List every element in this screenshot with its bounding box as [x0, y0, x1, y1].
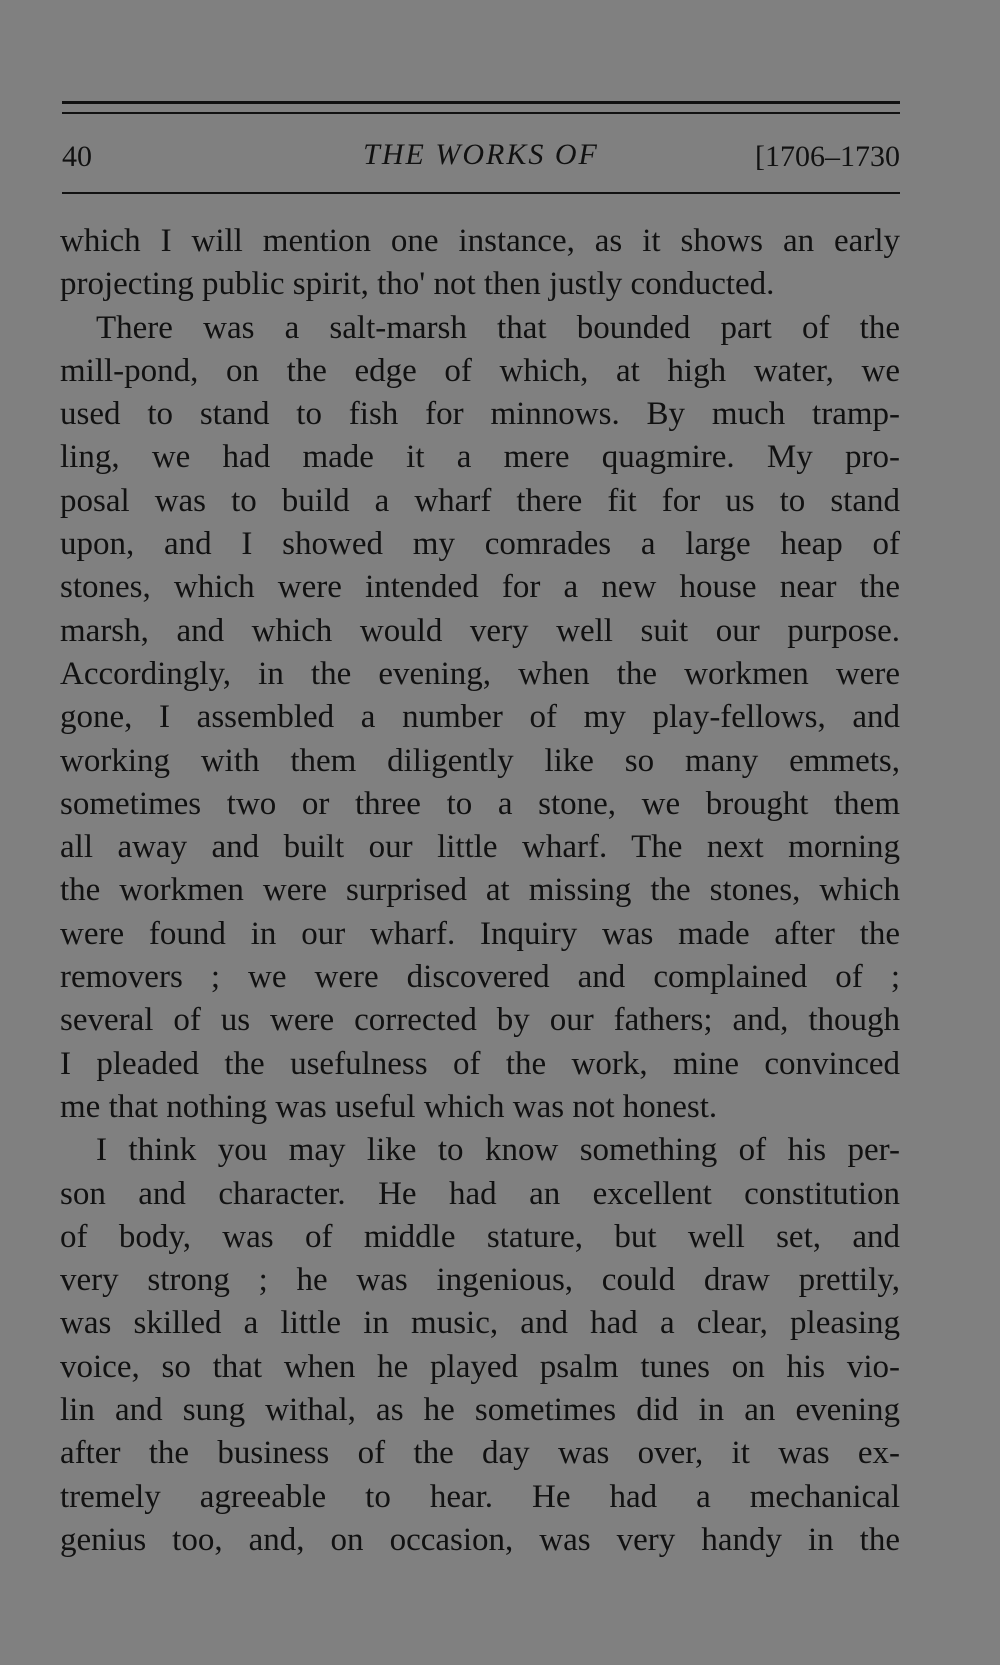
text-line: stones, which were intended for a new house near the — [60, 569, 900, 606]
text-line: of body, was of middle stature, but well set, and — [60, 1218, 900, 1255]
text-line: was skilled a little in music, and had a clear, pleasing — [60, 1305, 900, 1342]
text-line: after the business of the day was over, it was ex- — [60, 1435, 900, 1472]
text-line: son and character. He had an excellent constitution — [60, 1175, 900, 1212]
text-line: which I will mention one instance, as it shows an early — [60, 223, 900, 259]
text-line: all away and built our little wharf. The next morning — [60, 829, 900, 866]
running-title: THE WORKS OF — [363, 138, 599, 171]
text-line: upon, and I showed my comrades a large heap of — [60, 526, 900, 563]
text-line: I pleaded the usefulness of the work, mine convinced — [60, 1045, 900, 1082]
text-line: genius too, and, on occasion, was very handy in the — [60, 1521, 900, 1558]
text-line: mill-pond, on the edge of which, at high water, we — [60, 352, 900, 389]
text-line: marsh, and which would very well suit our purpose. — [60, 612, 900, 649]
text-line: posal was to build a wharf there fit for us to stand — [60, 482, 900, 519]
text-line: very strong ; he was ingenious, could draw prettily, — [60, 1262, 900, 1299]
header-rule-top-thin — [62, 112, 900, 114]
text-line: ling, we had made it a mere quagmire. My pro- — [60, 439, 900, 476]
text-line: the workmen were surprised at missing the stones, which — [60, 872, 900, 909]
page-number: 40 — [62, 140, 92, 173]
header-rule-bottom — [62, 192, 900, 194]
text-line: I think you may like to know something of his per- — [96, 1132, 900, 1169]
text-line: gone, I assembled a number of my play-fellows, and — [60, 699, 900, 736]
text-line: projecting public spirit, tho' not then justly conducted. — [60, 266, 775, 303]
text-line: used to stand to fish for minnows. By much tramp- — [60, 396, 900, 433]
running-header — [62, 138, 900, 178]
text-line: sometimes two or three to a stone, we brought them — [60, 785, 900, 822]
text-line: Accordingly, in the evening, when the workmen were — [60, 655, 900, 692]
header-rule-top — [62, 101, 900, 104]
text-line: tremely agreeable to hear. He had a mechanical — [60, 1478, 900, 1515]
text-line: voice, so that when he played psalm tunes on his vio- — [60, 1348, 900, 1385]
body-text — [60, 220, 900, 1562]
text-line: working with them diligently like so many emmets, — [60, 742, 900, 779]
text-line: There was a salt-marsh that bounded part of the — [96, 309, 900, 346]
text-line: me that nothing was useful which was not honest. — [60, 1088, 718, 1125]
text-line: lin and sung withal, as he sometimes did in an evening — [60, 1392, 900, 1429]
date-range: [1706–1730 — [755, 140, 900, 173]
text-line: removers ; we were discovered and complained of ; — [60, 959, 900, 996]
text-line: several of us were corrected by our fathers; and, though — [60, 1002, 900, 1039]
text-line: were found in our wharf. Inquiry was made after the — [60, 915, 900, 952]
